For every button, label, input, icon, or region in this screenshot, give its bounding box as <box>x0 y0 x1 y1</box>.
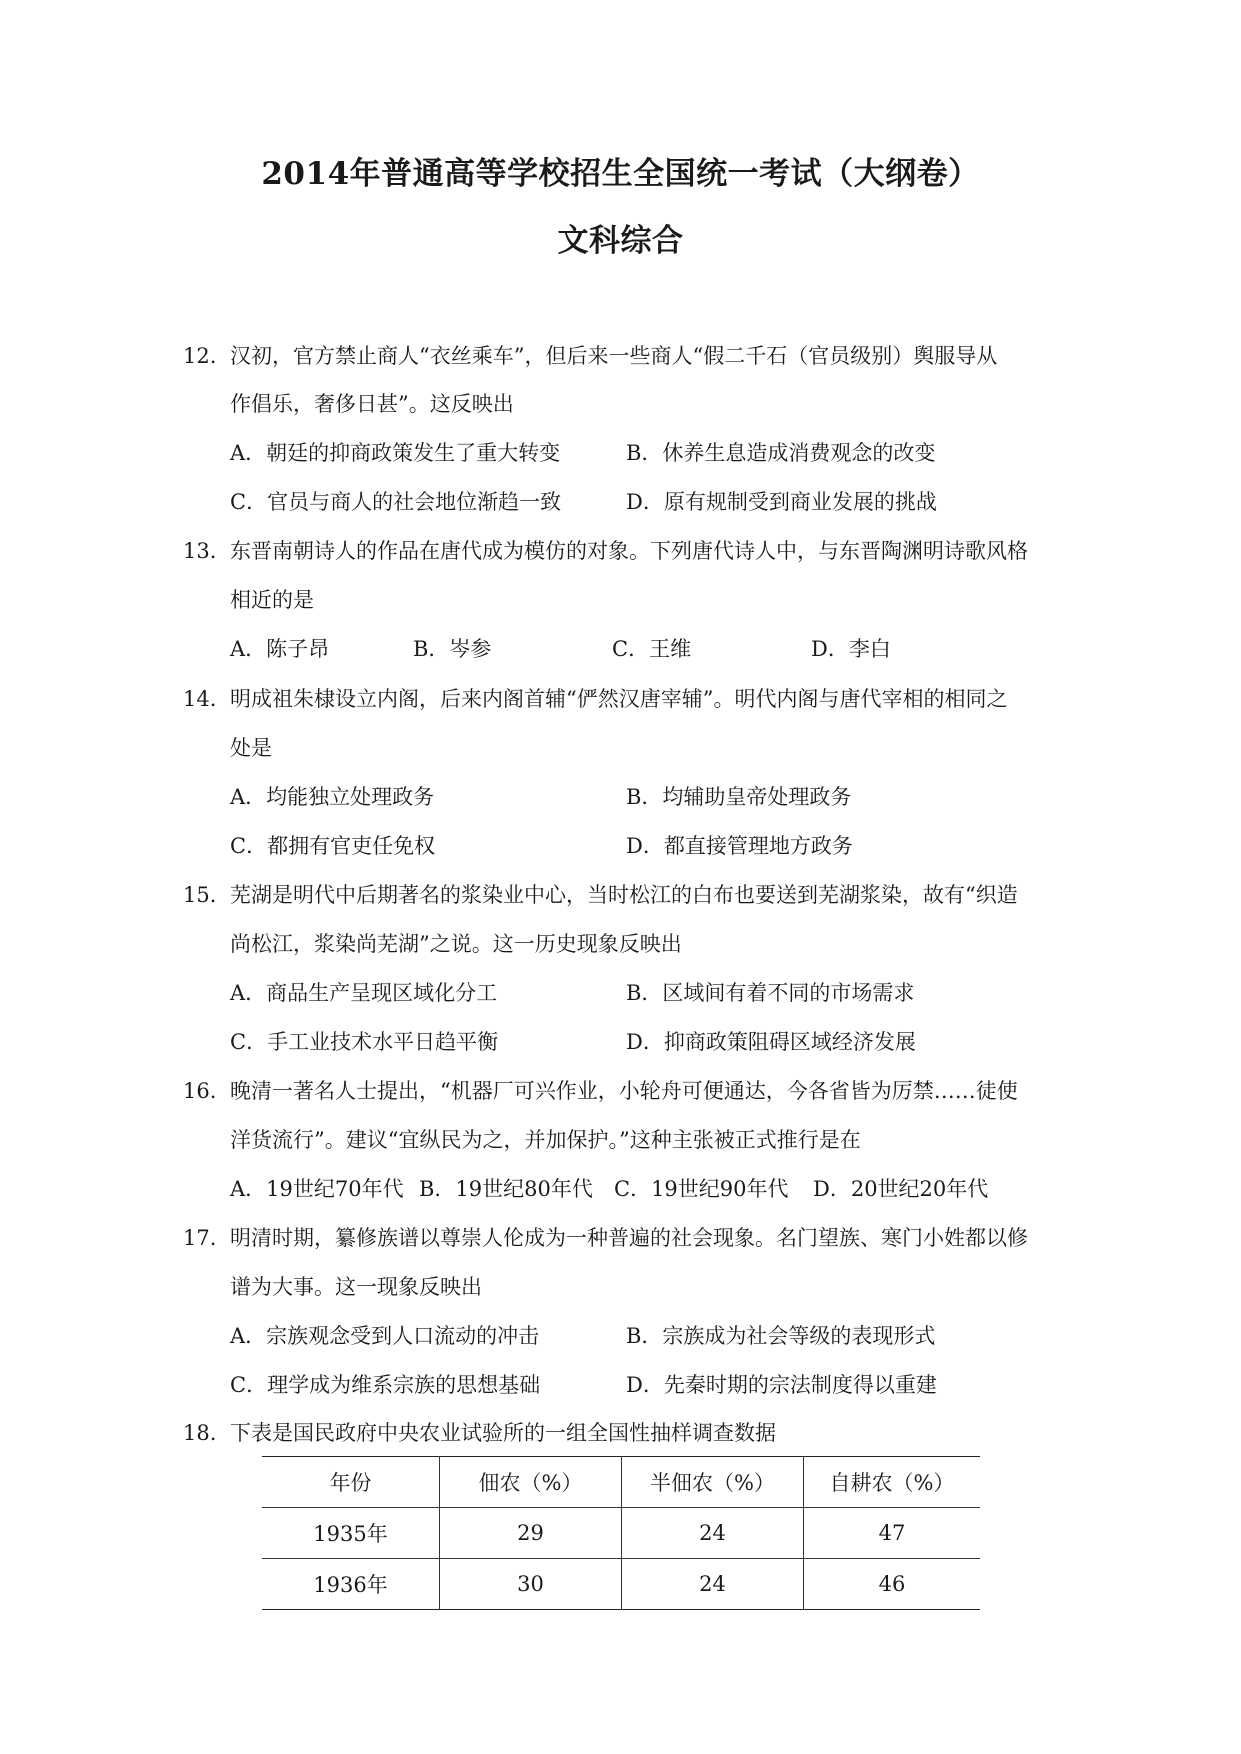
question-text: 芜湖是明代中后期著名的浆染业中心，当时松江的白布也要送到芜湖浆染，故有“织造 <box>230 883 1018 907</box>
question-text: 作倡乐，奢侈日甚”。这反映出 <box>230 392 514 416</box>
question-number: 12. <box>183 344 217 368</box>
option-d: D．原有规制受到商业发展的挑战 <box>626 490 937 514</box>
question-number: 18. <box>183 1421 217 1445</box>
table-row <box>262 1559 980 1610</box>
question-text: 下表是国民政府中央农业试验所的一组全国性抽样调查数据 <box>230 1421 776 1445</box>
option-c: C．都拥有官吏任免权 <box>230 834 436 858</box>
option-a: A．宗族观念受到人口流动的冲击 <box>230 1324 540 1348</box>
table-header: 半佃农（%） <box>622 1457 804 1508</box>
option-c: C．19世纪90年代 <box>614 1177 789 1201</box>
question-number: 14. <box>183 687 217 711</box>
option-b: B．休养生息造成消费观念的改变 <box>626 441 936 465</box>
question-text: 相近的是 <box>230 588 314 612</box>
question-text: 明成祖朱棣设立内阁，后来内阁首辅“俨然汉唐宰辅”。明代内阁与唐代宰相的相同之 <box>230 687 1008 711</box>
question-text: 谱为大事。这一现象反映出 <box>230 1275 482 1299</box>
option-d: D．抑商政策阻碍区域经济发展 <box>626 1030 916 1054</box>
question-text: 处是 <box>230 736 272 760</box>
option-d: D．李白 <box>811 637 891 661</box>
table-cell: 1936年 <box>262 1559 440 1610</box>
table-header-row <box>262 1457 980 1508</box>
question-number: 17. <box>183 1226 217 1250</box>
question-text: 明清时期，纂修族谱以尊崇人伦成为一种普遍的社会现象。名门望族、寒门小姓都以修 <box>230 1226 1028 1250</box>
table-header: 年份 <box>262 1457 440 1508</box>
option-c: C．王维 <box>612 637 692 661</box>
table-header: 佃农（%） <box>440 1457 622 1508</box>
question-text: 尚松江，浆染尚芜湖”之说。这一历史现象反映出 <box>230 932 682 956</box>
option-b: B．区域间有着不同的市场需求 <box>626 981 915 1005</box>
question-text: 晚清一著名人士提出，“机器厂可兴作业，小轮舟可便通达，今各省皆为厉禁……徒使 <box>230 1079 1018 1103</box>
table-header: 自耕农（%） <box>829 1471 955 1495</box>
option-d: D．20世纪20年代 <box>813 1177 989 1201</box>
option-a: A．均能独立处理政务 <box>230 785 435 809</box>
question-text: 洋货流行”。建议“宜纵民为之，并加保护。”这种主张被正式推行是在 <box>230 1128 861 1152</box>
table-cell: 29 <box>440 1508 622 1559</box>
option-c: C．理学成为维系宗族的思想基础 <box>230 1373 541 1397</box>
option-d: D．先秦时期的宗法制度得以重建 <box>626 1373 937 1397</box>
option-b: B．均辅助皇帝处理政务 <box>626 785 852 809</box>
option-b: B．19世纪80年代 <box>419 1177 593 1201</box>
question-text: 东晋南朝诗人的作品在唐代成为模仿的对象。下列唐代诗人中，与东晋陶渊明诗歌风格 <box>230 539 1028 563</box>
table-cell: 24 <box>622 1508 804 1559</box>
option-b: B．岑参 <box>413 637 492 661</box>
table-cell: 47 <box>878 1521 906 1545</box>
option-a: A．商品生产呈现区域化分工 <box>230 981 498 1005</box>
question-number: 15. <box>183 883 217 907</box>
table-cell: 24 <box>622 1559 804 1610</box>
question-text: 汉初，官方禁止商人“衣丝乘车”，但后来一些商人“假二千石（官员级别）舆服导从 <box>230 344 998 368</box>
option-c: C．手工业技术水平日趋平衡 <box>230 1030 499 1054</box>
option-b: B．宗族成为社会等级的表现形式 <box>626 1324 936 1348</box>
table-cell: 30 <box>440 1559 622 1610</box>
option-a: A．陈子昂 <box>230 637 330 661</box>
option-d: D．都直接管理地方政务 <box>626 834 853 858</box>
exam-subtitle: 文科综合 <box>557 223 684 259</box>
option-a: A．朝廷的抑商政策发生了重大转变 <box>230 441 561 465</box>
table-row <box>262 1508 980 1559</box>
option-c: C．官员与商人的社会地位渐趋一致 <box>230 490 562 514</box>
question-number: 13. <box>183 539 217 563</box>
table-cell: 1935年 <box>262 1508 440 1559</box>
question-number: 16. <box>183 1079 217 1103</box>
exam-title: 2014年普通高等学校招生全国统一考试（大纲卷） <box>261 156 980 192</box>
table-cell: 46 <box>878 1572 906 1596</box>
survey-table <box>262 1456 980 1610</box>
option-a: A．19世纪70年代 <box>230 1177 404 1201</box>
